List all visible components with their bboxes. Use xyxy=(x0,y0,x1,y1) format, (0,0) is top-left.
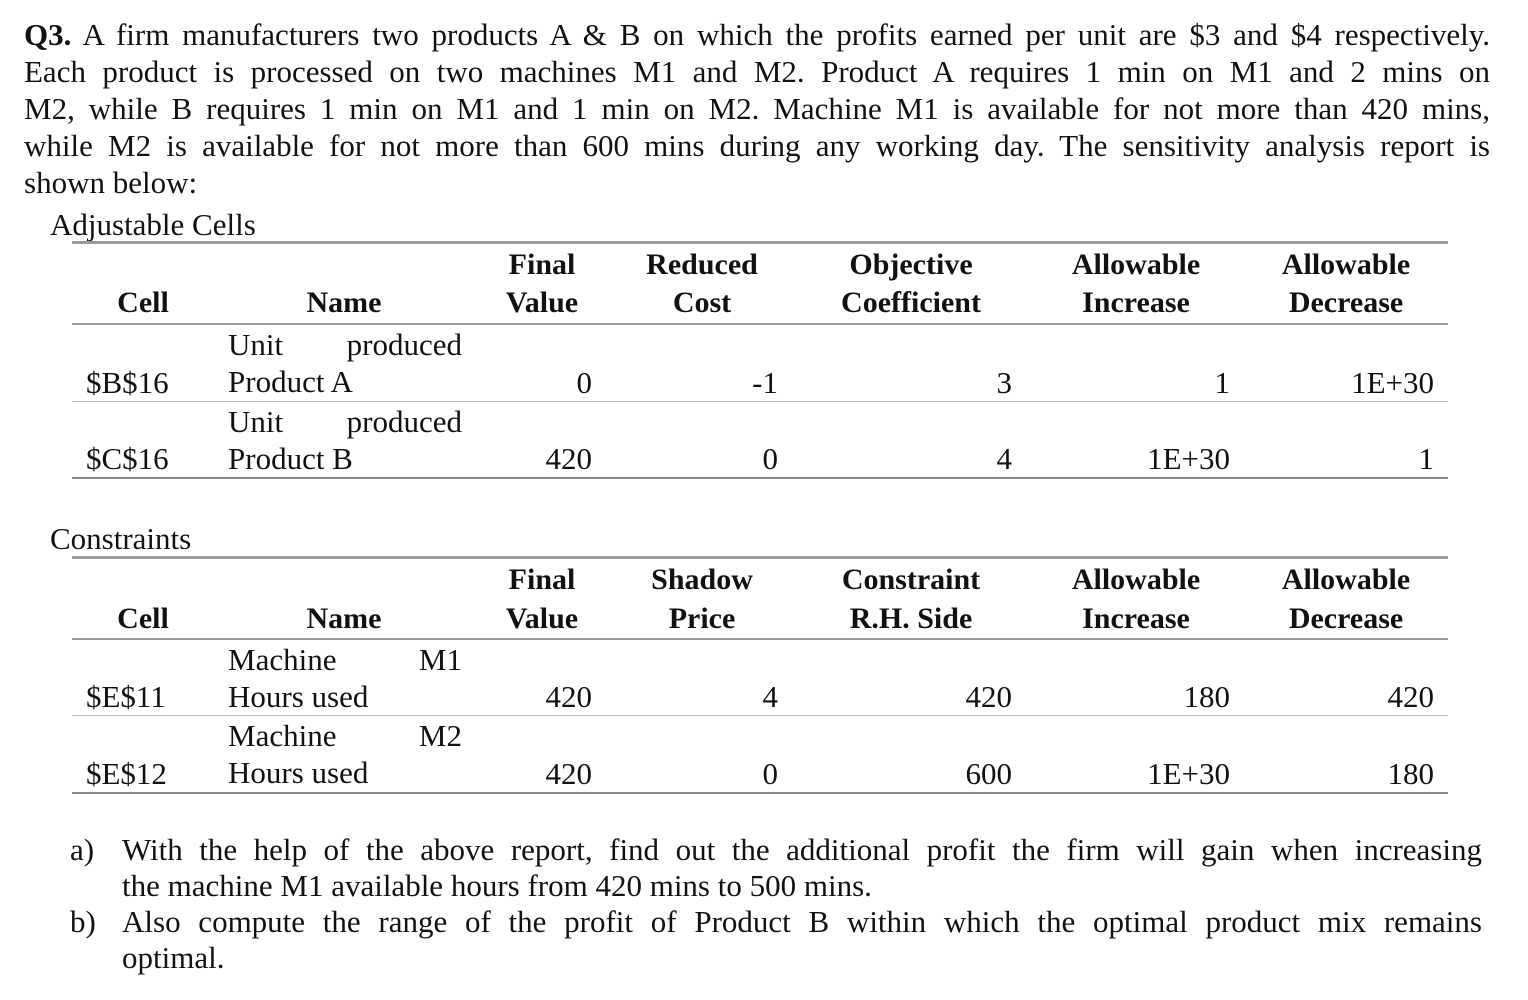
adjustable-bottom-rule xyxy=(72,477,1448,479)
adj-header-final-1: Final xyxy=(508,248,576,281)
reduced-cost: 0 xyxy=(762,441,778,476)
allowable-decrease: 1E+30 xyxy=(1351,365,1434,400)
question-number: Q3. xyxy=(24,17,72,52)
adj-header-objective-2: Coefficient xyxy=(841,286,981,319)
question-line-1: Q3. A firm manufacturers two products A & B on which the profits earned per unit are $3 and $4 respectively. xyxy=(24,17,1491,52)
shadow-price: 4 xyxy=(762,679,778,714)
sub-question-text-line: With the help of the above report, find out the additional profit the firm will gain when increasing xyxy=(122,832,1482,867)
final-value: 0 xyxy=(576,365,592,400)
constraints-header-rule xyxy=(72,638,1448,640)
adj-header-cell: Cell xyxy=(117,286,169,319)
row-name: Unit produced Product A xyxy=(228,327,462,399)
adjustable-cells-title: Adjustable Cells xyxy=(50,207,256,242)
adj-header-decrease-2: Decrease xyxy=(1288,286,1404,319)
con-header-shadow-2: Price xyxy=(668,602,736,635)
row-name: Unit produced Product B xyxy=(228,404,462,476)
cell-ref: $E$12 xyxy=(86,756,167,791)
adj-header-name: Name xyxy=(306,286,382,319)
sub-question-a xyxy=(70,832,1482,904)
con-header-rhs-1: Constraint xyxy=(841,563,981,596)
sub-question-label: b) xyxy=(70,904,96,939)
row-name: Machine M2 Hours used xyxy=(228,718,462,790)
sub-questions xyxy=(70,832,1482,976)
con-header-rhs-2: R.H. Side xyxy=(849,602,973,635)
constraints-bottom-rule xyxy=(72,792,1448,794)
question-paragraph xyxy=(24,16,1490,201)
cell-ref: $B$16 xyxy=(86,365,169,400)
shadow-price: 0 xyxy=(762,756,778,791)
con-header-decrease-2: Decrease xyxy=(1288,602,1404,635)
con-header-increase-2: Increase xyxy=(1082,602,1190,635)
adj-header-objective-1: Objective xyxy=(849,248,973,281)
adj-header-final-2: Value xyxy=(505,286,579,319)
constraint-rhs: 600 xyxy=(965,756,1012,791)
final-value: 420 xyxy=(545,679,592,714)
constraints-top-rule xyxy=(72,556,1448,559)
row-divider xyxy=(72,401,1448,402)
objective-coefficient: 4 xyxy=(996,441,1012,476)
allowable-increase: 1 xyxy=(1214,365,1230,400)
adj-header-decrease-1: Allowable xyxy=(1281,248,1411,281)
adj-header-increase-1: Allowable xyxy=(1071,248,1201,281)
question-line-3: M2, while B requires 1 min on M1 and 1 min on M2. Machine M1 is available for not more than 420 mins, xyxy=(24,91,1490,126)
final-value: 420 xyxy=(545,756,592,791)
constraints-title: Constraints xyxy=(50,521,192,556)
con-header-cell: Cell xyxy=(117,602,169,635)
allowable-increase: 1E+30 xyxy=(1147,756,1230,791)
con-header-shadow-1: Shadow xyxy=(651,563,753,596)
allowable-decrease: 1 xyxy=(1418,441,1434,476)
sub-question-text-line: Also compute the range of the profit of Product B within which the optimal product mix remains xyxy=(122,904,1482,939)
row-name: Machine M1 Hours used xyxy=(228,642,462,714)
con-header-decrease-1: Allowable xyxy=(1281,563,1411,596)
con-header-final-1: Final xyxy=(508,563,576,596)
question-line-4: while M2 is available for not more than 600 mins during any working day. The sensitivity analysis report is xyxy=(24,128,1490,163)
sub-question-text-line: optimal. xyxy=(122,940,225,975)
question-line-5: shown below: xyxy=(24,165,198,200)
cell-ref: $C$16 xyxy=(86,441,169,476)
allowable-decrease: 180 xyxy=(1387,756,1434,791)
sub-question-text-line: the machine M1 available hours from 420 mins to 500 mins. xyxy=(122,868,872,903)
con-header-name: Name xyxy=(306,602,382,635)
final-value: 420 xyxy=(545,441,592,476)
constraint-rhs: 420 xyxy=(965,679,1012,714)
objective-coefficient: 3 xyxy=(996,365,1012,400)
adj-header-increase-2: Increase xyxy=(1082,286,1190,319)
con-header-increase-1: Allowable xyxy=(1071,563,1201,596)
allowable-increase: 1E+30 xyxy=(1147,441,1230,476)
adjustable-top-rule xyxy=(72,241,1448,244)
allowable-increase: 180 xyxy=(1183,679,1230,714)
adj-header-reduced-2: Cost xyxy=(672,286,732,319)
cell-ref: $E$11 xyxy=(86,679,166,714)
con-header-final-2: Value xyxy=(505,602,579,635)
adj-header-reduced-1: Reduced xyxy=(646,248,758,281)
sub-question-label: a) xyxy=(70,832,95,867)
reduced-cost: -1 xyxy=(752,365,778,400)
question-line-2: Each product is processed on two machines M1 and M2. Product A requires 1 min on M1 and 2 mins on xyxy=(24,54,1490,89)
sub-question-b xyxy=(70,904,1482,976)
adjustable-header-rule xyxy=(72,323,1448,325)
row-divider xyxy=(72,715,1448,716)
allowable-decrease: 420 xyxy=(1387,679,1434,714)
